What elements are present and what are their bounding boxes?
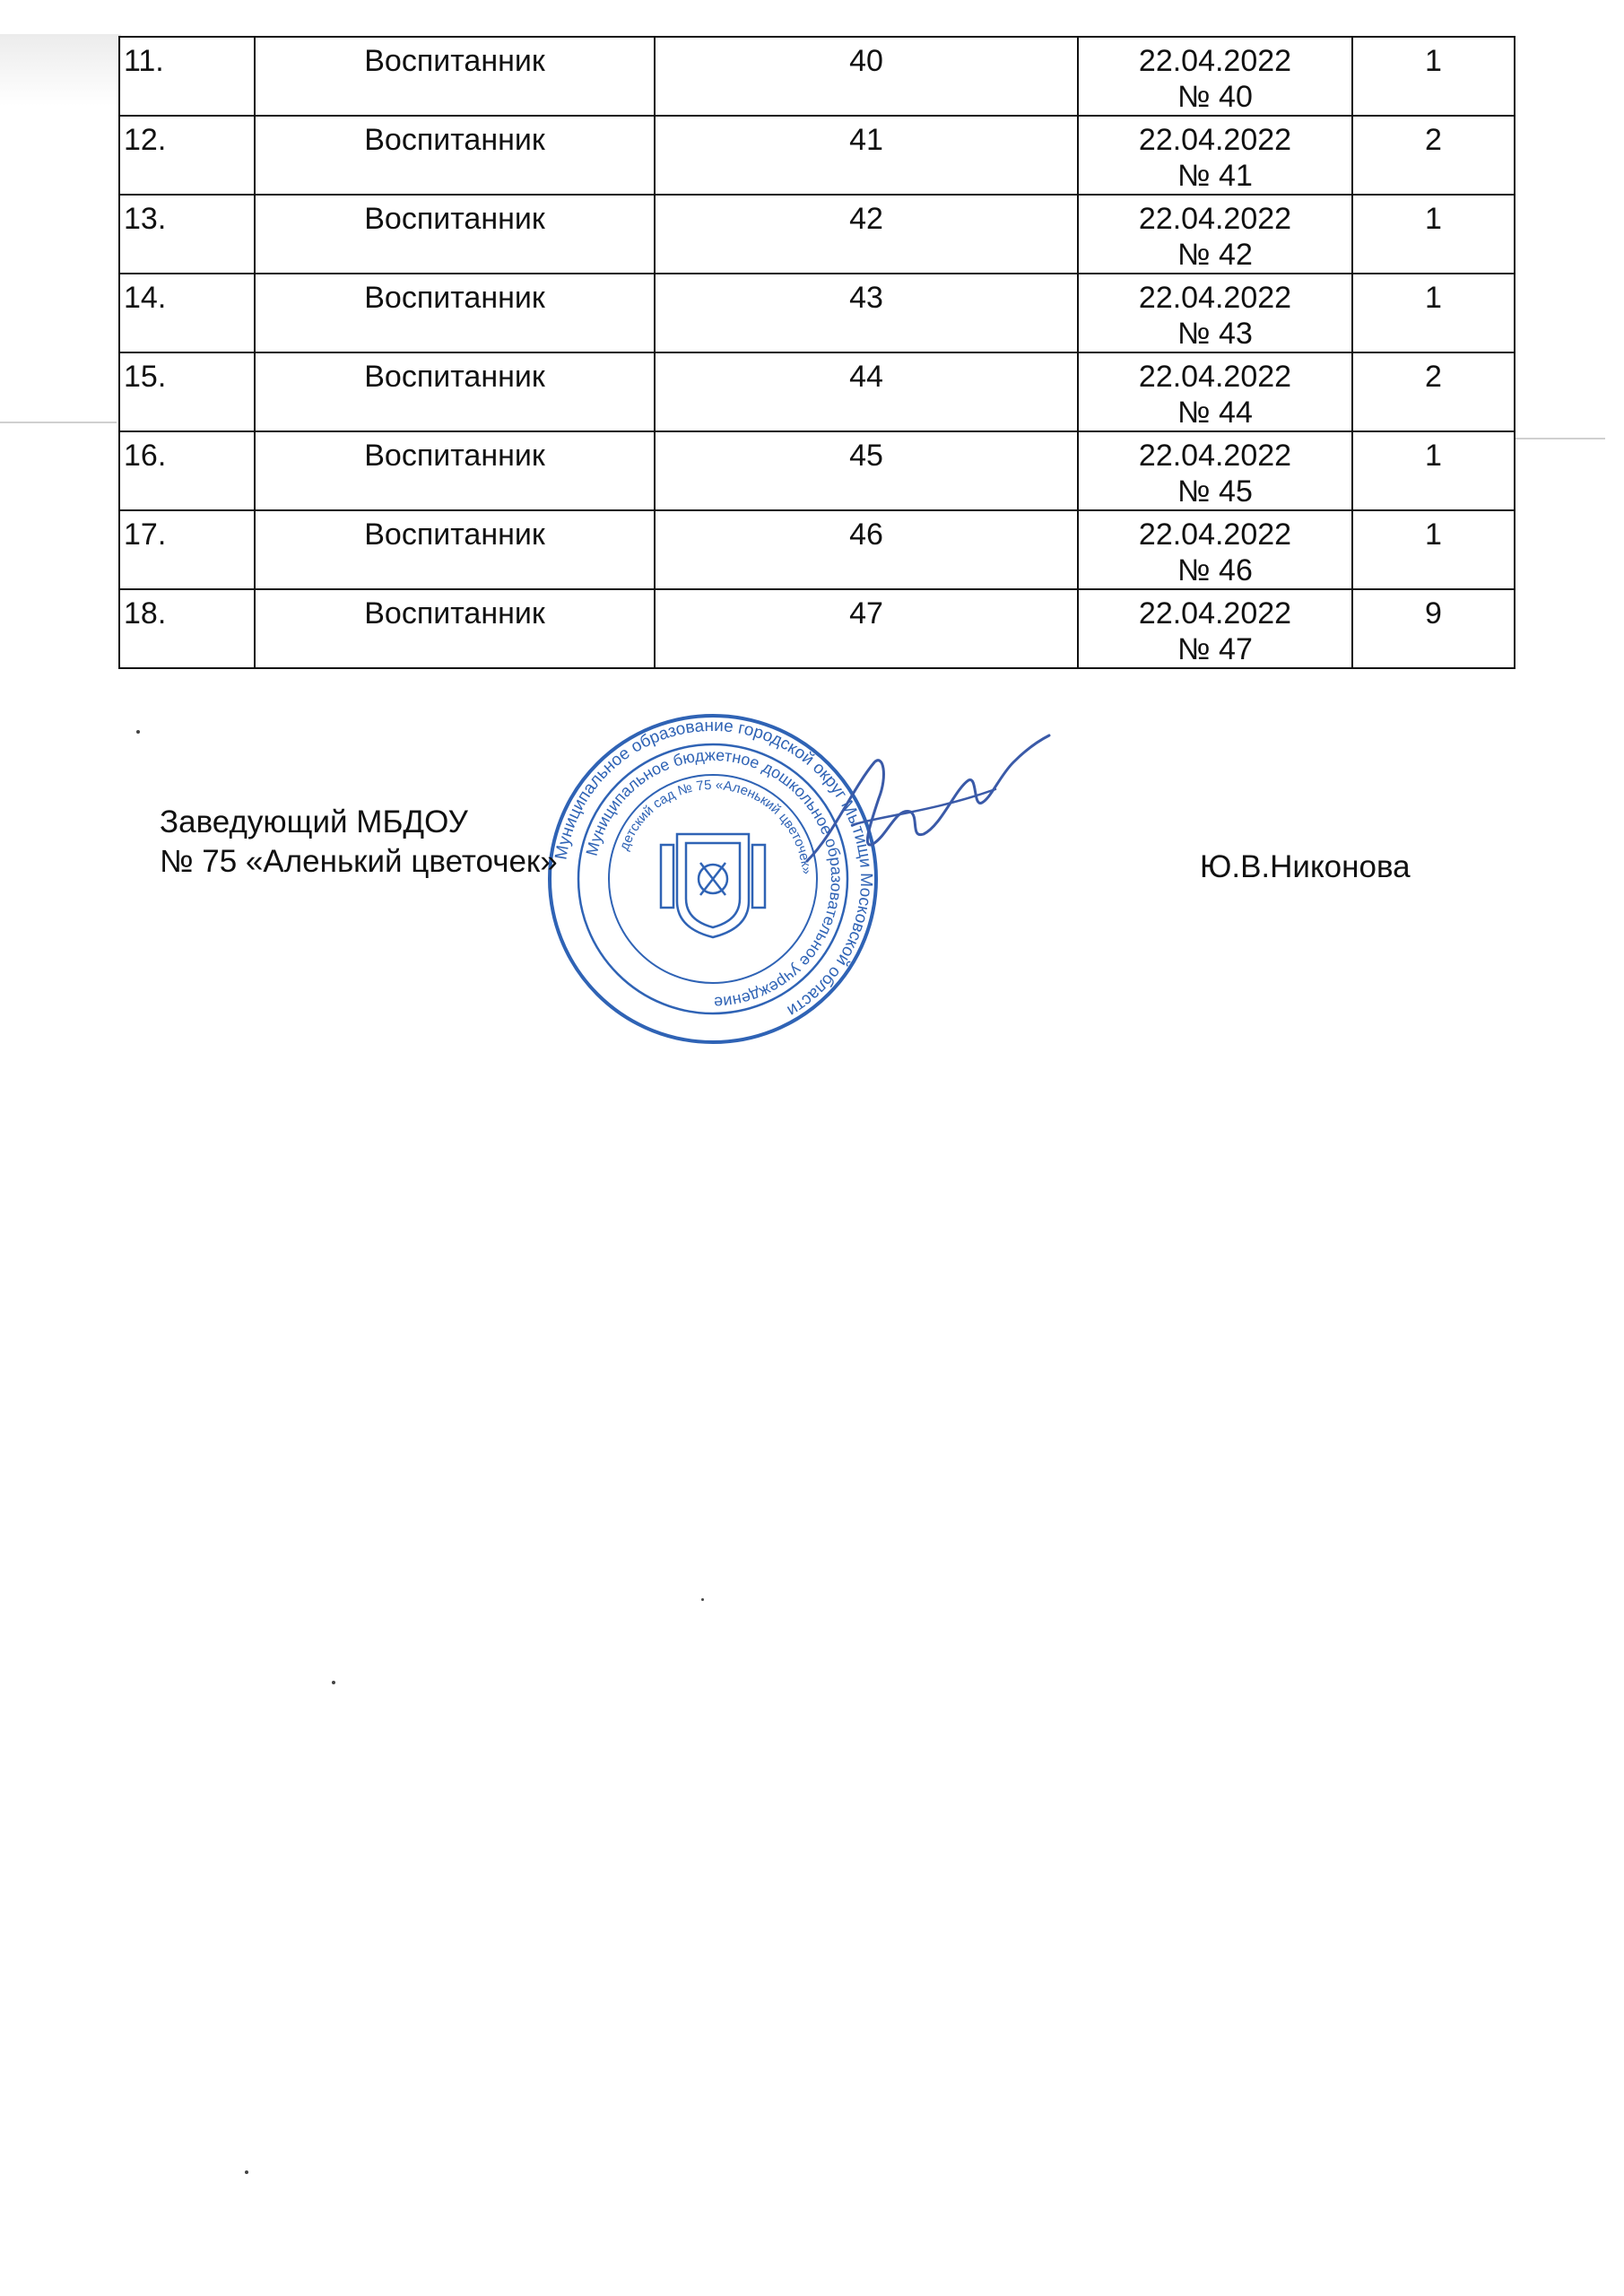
scan-artifact-line xyxy=(0,422,117,423)
row-date: 22.04.2022 xyxy=(1138,123,1292,157)
table-row xyxy=(119,431,1515,510)
row-date-cell xyxy=(1078,510,1352,589)
row-code: 42 xyxy=(655,195,1078,274)
stamp-outer-text: Муниципальное образование городской округ Мытищи Московской области xyxy=(551,716,876,1021)
row-name: Воспитанник xyxy=(255,510,655,589)
table-row xyxy=(119,274,1515,352)
scan-speck xyxy=(136,730,140,734)
stamp-inner-text: детский сад № 75 «Аленький цветочек» xyxy=(616,777,814,875)
row-name: Воспитанник xyxy=(255,37,655,116)
row-date-cell xyxy=(1078,116,1352,195)
row-reg-number: № 46 xyxy=(1177,553,1253,587)
row-reg-number: № 43 xyxy=(1177,317,1253,351)
row-count: 1 xyxy=(1352,37,1515,116)
row-reg-number: № 40 xyxy=(1177,80,1253,114)
row-date-cell xyxy=(1078,352,1352,431)
row-date-cell xyxy=(1078,274,1352,352)
signatory-position-line1: Заведующий МБДОУ xyxy=(160,804,468,839)
row-number: 16. xyxy=(119,431,255,510)
row-reg-number: № 47 xyxy=(1177,632,1253,666)
stamp-emblem-icon xyxy=(661,834,765,937)
signatory-position-line2: № 75 «Аленький цветочек» xyxy=(160,844,558,879)
row-name: Воспитанник xyxy=(255,431,655,510)
row-name: Воспитанник xyxy=(255,274,655,352)
row-name: Воспитанник xyxy=(255,589,655,668)
scan-artifact-line xyxy=(1515,438,1605,439)
row-number: 13. xyxy=(119,195,255,274)
table-row xyxy=(119,352,1515,431)
row-code: 43 xyxy=(655,274,1078,352)
table-row xyxy=(119,195,1515,274)
row-number: 12. xyxy=(119,116,255,195)
row-number: 18. xyxy=(119,589,255,668)
row-number: 15. xyxy=(119,352,255,431)
row-reg-number: № 42 xyxy=(1177,238,1253,272)
row-date: 22.04.2022 xyxy=(1138,281,1292,315)
row-date-cell xyxy=(1078,589,1352,668)
table-row xyxy=(119,116,1515,195)
scan-speck xyxy=(245,2170,248,2174)
row-count: 2 xyxy=(1352,352,1515,431)
row-name: Воспитанник xyxy=(255,195,655,274)
row-date: 22.04.2022 xyxy=(1138,44,1292,78)
row-reg-number: № 41 xyxy=(1177,159,1253,193)
table-row xyxy=(119,37,1515,116)
row-date-cell xyxy=(1078,195,1352,274)
row-number: 11. xyxy=(119,37,255,116)
row-reg-number: № 44 xyxy=(1177,396,1253,430)
row-date: 22.04.2022 xyxy=(1138,360,1292,394)
row-count: 9 xyxy=(1352,589,1515,668)
row-code: 44 xyxy=(655,352,1078,431)
row-code: 47 xyxy=(655,589,1078,668)
row-number: 14. xyxy=(119,274,255,352)
table-row xyxy=(119,510,1515,589)
scan-speck xyxy=(701,1598,704,1601)
row-count: 1 xyxy=(1352,431,1515,510)
records-table-body xyxy=(119,37,1515,668)
row-code: 41 xyxy=(655,116,1078,195)
row-date: 22.04.2022 xyxy=(1138,202,1292,236)
scan-speck xyxy=(332,1681,335,1684)
records-table xyxy=(118,36,1515,669)
row-number: 17. xyxy=(119,510,255,589)
row-count: 1 xyxy=(1352,195,1515,274)
scan-shadow xyxy=(0,34,121,106)
row-date-cell xyxy=(1078,37,1352,116)
row-date: 22.04.2022 xyxy=(1138,439,1292,473)
row-code: 40 xyxy=(655,37,1078,116)
stamp-middle-text: Муниципальное бюджетное дошкольное образовательное учреждение xyxy=(582,745,847,1013)
row-name: Воспитанник xyxy=(255,352,655,431)
row-code: 46 xyxy=(655,510,1078,589)
row-count: 2 xyxy=(1352,116,1515,195)
handwritten-signature xyxy=(798,726,1058,888)
svg-text:детский сад № 75 «Аленький цве xyxy=(617,778,814,875)
row-code: 45 xyxy=(655,431,1078,510)
row-name: Воспитанник xyxy=(255,116,655,195)
table-row xyxy=(119,589,1515,668)
row-date-cell xyxy=(1078,431,1352,510)
row-reg-number: № 45 xyxy=(1177,474,1253,509)
signatory-name: Ю.В.Никонова xyxy=(1200,849,1411,884)
row-date: 22.04.2022 xyxy=(1138,596,1292,631)
row-count: 1 xyxy=(1352,510,1515,589)
row-date: 22.04.2022 xyxy=(1138,517,1292,552)
row-count: 1 xyxy=(1352,274,1515,352)
signatory-position xyxy=(160,803,558,882)
